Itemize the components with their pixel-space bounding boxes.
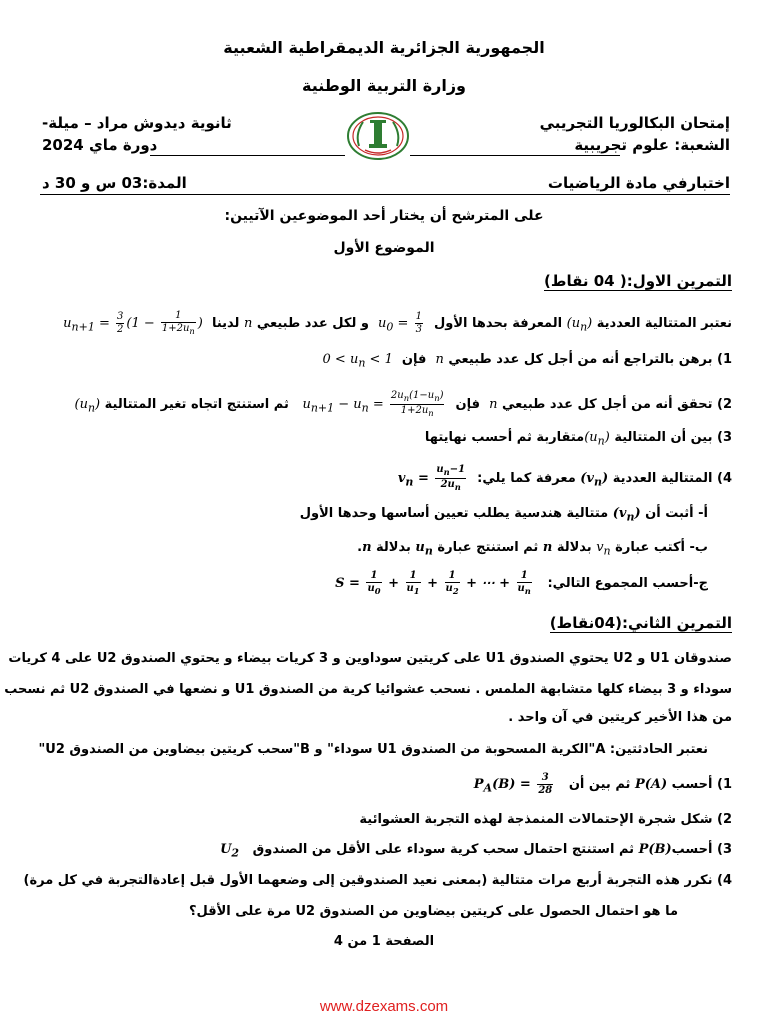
- ex1-qa-text: أ- أثبت أن: [645, 506, 708, 521]
- ex1-q1-then: فإن: [401, 352, 427, 367]
- ex2-paragraph-2: سوداء و 3 بيضاء كلها متشابهة الملمس . نسحب عشوائيا كرية من الصندوق U1 و نضعها في الصندوق U2 ثم نسحب: [4, 682, 732, 697]
- ex1-qb-then: ثم استنتج عبارة: [437, 540, 539, 555]
- exercise1-title: التمرين الاول:( 04 نقاط): [544, 272, 732, 290]
- subject-one-title: الموضوع الأول: [333, 240, 435, 256]
- ex1-q2: 2) تحقق أنه من أجل كل عدد طبيعي n فإن $u_{n+1} - u_n$ = $\frac{2u_n(1-u_n)}{1+2u_n}$ ثم استنتج اتجاه تغير المتتالية $(u_n)$: [74, 390, 732, 418]
- ex2-q3: 3) أحسبP(B) ثم استنتج احتمال سحب كرية سوداء على الأقل من الصندوق $U_2$: [220, 842, 732, 860]
- ex1-q3-a: بين أن المتتالية: [614, 430, 713, 445]
- subject-label: اختبارفي مادة الرياضيات: [547, 174, 730, 192]
- ex2-q1: 1) أحسب P(A) ثم بين أن $P_A(B)$ = $\frac{3}{28}$: [473, 772, 732, 796]
- ex2-q1-a: أحسب: [671, 777, 713, 792]
- ex1-defined: المعرفة بحدها الأول: [434, 316, 563, 331]
- school-name: ثانوية ديدوش مراد – ميلة-: [42, 114, 232, 132]
- ex1-consider: نعتبر المتتالية العددية: [596, 316, 732, 331]
- ex1-q4-def: معرفة كما يلي:: [477, 471, 576, 486]
- ex2-events: نعتبر الحادثتين: A"الكرية المسحوبة من الصندوق U1 سوداء" و B"سحب كريتين بيضاوين من الصندوق U2": [38, 742, 708, 757]
- ex1-statement: نعتبر المتتالية العددية $(u_n)$ المعرفة بحدها الأول $u_0$ = $\frac{1}{3}$ و لكل عدد طبيعي n لدينا $u_{n+1}$ = $\frac{3}{2}$ (1 − $\frac{1}{1+2u_n}$ ): [63, 310, 732, 336]
- ex1-qb-bdl2: بدلالة: [376, 540, 411, 555]
- ex1-q1: 1) برهن بالتراجع أنه من أجل كل عدد طبيعي n فإن $0 < u_n < 1$: [322, 352, 732, 370]
- choose-instruction: على المترشح أن يختار أحد الموضوعين الآتيين:: [224, 208, 544, 224]
- session-underline: [150, 155, 345, 156]
- ex1-q4-text: المتتالية العددية: [612, 471, 713, 486]
- ex1-q4-num: 4): [717, 471, 732, 486]
- ex1-qa: أ- أثبت أن $(v_n)$ متتالية هندسية يطلب تعيين أساسها وحدها الأول: [299, 506, 708, 524]
- duration-label: المدة:03 س و 30 د: [42, 174, 187, 192]
- ex2-q2: 2) شكل شجرة الإحتمالات المنمذجة لهذه التجربة العشوائية: [359, 812, 732, 827]
- ex2-q4-line2: ما هو احتمال الحصول على كريتين بيضاوين من الصندوق U2 مرة على الأقل؟: [188, 904, 678, 919]
- ex2-paragraph-1: صندوقان U1 و U2 يحتوي الصندوق U1 على كريتين سوداوين و 3 كريات بيضاء و يحتوي الصندوق U2 على 4 كريات: [8, 651, 732, 666]
- ex1-q2-num: 2): [717, 397, 732, 412]
- ex1-qc: ج-أحسب المجموع التالي: S = $\frac{1}{u_0}$ + $\frac{1}{u_1}$ + $\frac{1}{u_2}$ + ⋯ + $\frac{1}{u_n}$: [335, 570, 708, 596]
- ex1-qb-text: ب- أكتب عبارة: [615, 540, 708, 555]
- ex2-q1-num: 1): [717, 777, 732, 792]
- ex1-we-have: لدينا: [211, 316, 240, 331]
- ex2-q3-b: ثم استنتج احتمال سحب كرية سوداء على الأقل من الصندوق: [252, 842, 635, 857]
- ex1-qb: ب- أكتب عبارة $v_n$ بدلالة n ثم استنتج عبارة $u_n$ بدلالة n.: [357, 540, 708, 558]
- exam-title: إمتحان البكالوريا التجريبي: [539, 114, 730, 132]
- ministry-heading: وزارة التربية الوطنية: [301, 76, 466, 95]
- ex1-q1-text: برهن بالتراجع أنه من أجل كل عدد طبيعي: [448, 352, 713, 367]
- ex2-q3-a: أحسب: [671, 842, 713, 857]
- republic-heading: الجمهورية الجزائرية الديمقراطية الشعبية: [223, 38, 545, 57]
- ex2-q4-line1: 4) نكرر هذه التجربة أربع مرات متتالية (بمعنى نعيد الصندوقين إلى وضعهما الأول قبل إعادةالتجربة في كل مرة): [23, 873, 732, 888]
- ex1-q3: 3) بين أن المتتالية $(u_n)متقاربة$ ثم أحسب نهايتها: [424, 430, 732, 448]
- branch-underline: [410, 155, 620, 156]
- header-rule: [40, 194, 730, 195]
- site-watermark: www.dzexams.com: [319, 998, 449, 1015]
- ex1-qa-rest: متتالية هندسية يطلب تعيين أساسها وحدها الأول: [299, 506, 609, 521]
- exercise2-title: التمرين الثاني:(04نقاط): [549, 614, 732, 632]
- school-emblem-icon: [345, 110, 411, 162]
- ex2-q3-num: 3): [717, 842, 732, 857]
- ex2-paragraph-3: من هذا الأخير كريتين في آن واحد .: [508, 710, 732, 725]
- session-label: دورة ماي 2024: [42, 136, 158, 154]
- ex1-q2-text: تحقق أنه من أجل كل عدد طبيعي: [502, 397, 713, 412]
- ex1-qb-bdl: بدلالة: [556, 540, 592, 555]
- ex1-q3-num: 3): [717, 430, 732, 445]
- ex1-for-every-n: و لكل عدد طبيعي: [256, 316, 369, 331]
- ex1-q3-b: متقاربة ثم أحسب نهايتها: [424, 430, 585, 445]
- ex1-qc-text: ج-أحسب المجموع التالي:: [547, 576, 708, 591]
- ex1-q2-deduce: ثم استنتج اتجاه تغير المتتالية: [104, 397, 289, 412]
- ex1-q4: 4) المتتالية العددية $(v_n)$ معرفة كما يلي: $v_n$ = $\frac{u_n-1}{2u_n}$: [397, 464, 732, 492]
- page-number: الصفحة 1 من 4: [333, 934, 435, 949]
- ex1-q1-num: 1): [717, 352, 732, 367]
- branch-label: الشعبة: علوم تجريبية: [574, 136, 730, 154]
- ex2-q1-b: ثم بين أن: [568, 777, 631, 792]
- ex1-q2-then: فإن: [455, 397, 481, 412]
